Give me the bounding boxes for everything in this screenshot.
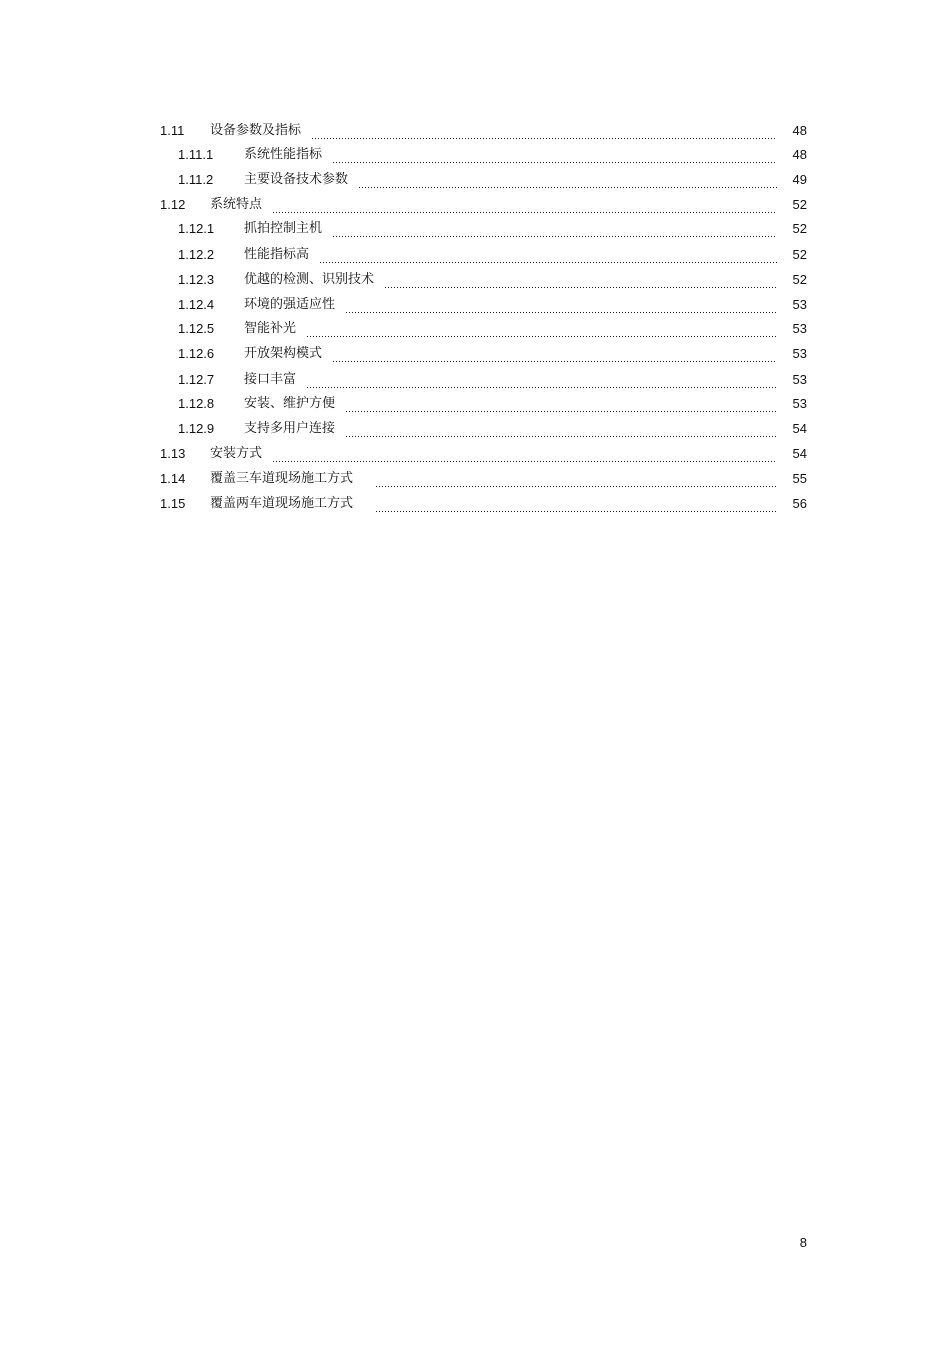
toc-entry-title: 设备参数及指标	[210, 123, 302, 138]
toc-leader-dots	[345, 300, 777, 314]
toc-entry-number: 1.11.1	[178, 147, 214, 162]
toc-entry-title: 开放架构模式	[244, 346, 323, 361]
toc-entry[interactable]	[178, 244, 807, 266]
toc-entry[interactable]	[178, 218, 807, 240]
toc-entry[interactable]	[178, 269, 807, 291]
toc-entry-page: 49	[792, 172, 807, 187]
toc-entry-number: 1.12.5	[178, 321, 215, 336]
toc-entry-number: 1.12.9	[178, 421, 215, 436]
toc-entry-page: 52	[792, 272, 807, 287]
toc-leader-dots	[345, 424, 777, 438]
toc-entry[interactable]	[160, 194, 807, 216]
toc-entry-title: 覆盖三车道现场施工方式	[210, 471, 354, 486]
toc-leader-dots	[332, 349, 777, 363]
toc-entry-number: 1.12	[160, 197, 186, 212]
toc-entry-title: 性能指标高	[244, 247, 310, 262]
toc-entry[interactable]	[178, 169, 807, 191]
toc-leader-dots	[332, 224, 777, 238]
toc-entry-number: 1.12.6	[178, 346, 215, 361]
toc-entry-title: 抓拍控制主机	[244, 221, 323, 236]
toc-entry-page: 55	[792, 471, 807, 486]
toc-entry-title: 支持多用户连接	[244, 421, 336, 436]
toc-entry[interactable]	[160, 468, 807, 490]
toc-entry-page: 53	[792, 321, 807, 336]
toc-entry[interactable]	[178, 144, 807, 166]
toc-entry-title: 覆盖两车道现场施工方式	[210, 496, 354, 511]
toc-entry[interactable]	[178, 294, 807, 316]
toc-entry-page: 54	[792, 421, 807, 436]
toc-entry-title: 主要设备技术参数	[244, 172, 349, 187]
toc-entry[interactable]	[178, 343, 807, 365]
toc-leader-dots	[311, 126, 777, 140]
toc-leader-dots	[384, 275, 777, 289]
toc-entry-number: 1.11.2	[178, 172, 214, 187]
toc-leader-dots	[272, 200, 777, 214]
toc-entry-title: 接口丰富	[244, 372, 297, 387]
toc-leader-dots	[375, 474, 777, 488]
toc-entry-title: 环境的强适应性	[244, 297, 336, 312]
toc-leader-dots	[306, 324, 777, 338]
toc-entry-number: 1.15	[160, 496, 186, 511]
toc-entry[interactable]	[178, 318, 807, 340]
toc-entry[interactable]	[160, 493, 807, 515]
toc-entry-page: 53	[792, 346, 807, 361]
toc-entry[interactable]	[160, 120, 807, 142]
toc-leader-dots	[306, 375, 777, 389]
toc-entry-title: 系统特点	[210, 197, 263, 212]
toc-entry-number: 1.14	[160, 471, 186, 486]
toc-leader-dots	[332, 150, 777, 164]
toc-entry-page: 52	[792, 247, 807, 262]
toc-entry-number: 1.12.8	[178, 396, 215, 411]
toc-leader-dots	[319, 250, 777, 264]
toc-entry-title: 优越的检测、识别技术	[244, 272, 375, 287]
toc-entry-number: 1.12.2	[178, 247, 215, 262]
toc-entry[interactable]	[178, 393, 807, 415]
toc-leader-dots	[358, 175, 777, 189]
toc-entry-page: 53	[792, 396, 807, 411]
toc-entry-page: 48	[792, 147, 807, 162]
page-number: 8	[799, 1235, 807, 1250]
toc-entry-page: 53	[792, 372, 807, 387]
toc-entry-number: 1.11	[160, 123, 185, 138]
toc-leader-dots	[375, 499, 777, 513]
toc-leader-dots	[272, 449, 777, 463]
toc-entry-title: 系统性能指标	[244, 147, 323, 162]
toc-entry-page: 53	[792, 297, 807, 312]
toc-entry[interactable]	[178, 369, 807, 391]
toc-leader-dots	[345, 399, 777, 413]
toc-entry-title: 安装方式	[210, 446, 263, 461]
toc-entry-title: 安装、维护方便	[244, 396, 336, 411]
toc-entry-page: 56	[792, 496, 807, 511]
toc-entry-page: 48	[792, 123, 807, 138]
toc-entry-number: 1.13	[160, 446, 186, 461]
toc-entry-page: 52	[792, 197, 807, 212]
toc-entry-page: 54	[792, 446, 807, 461]
toc-entry-number: 1.12.3	[178, 272, 215, 287]
toc-entry-number: 1.12.4	[178, 297, 215, 312]
toc-entry-number: 1.12.7	[178, 372, 215, 387]
toc-entry[interactable]	[178, 418, 807, 440]
toc-entry-page: 52	[792, 221, 807, 236]
toc-entry-number: 1.12.1	[178, 221, 215, 236]
toc-entry-title: 智能补光	[244, 321, 297, 336]
toc-entry[interactable]	[160, 443, 807, 465]
